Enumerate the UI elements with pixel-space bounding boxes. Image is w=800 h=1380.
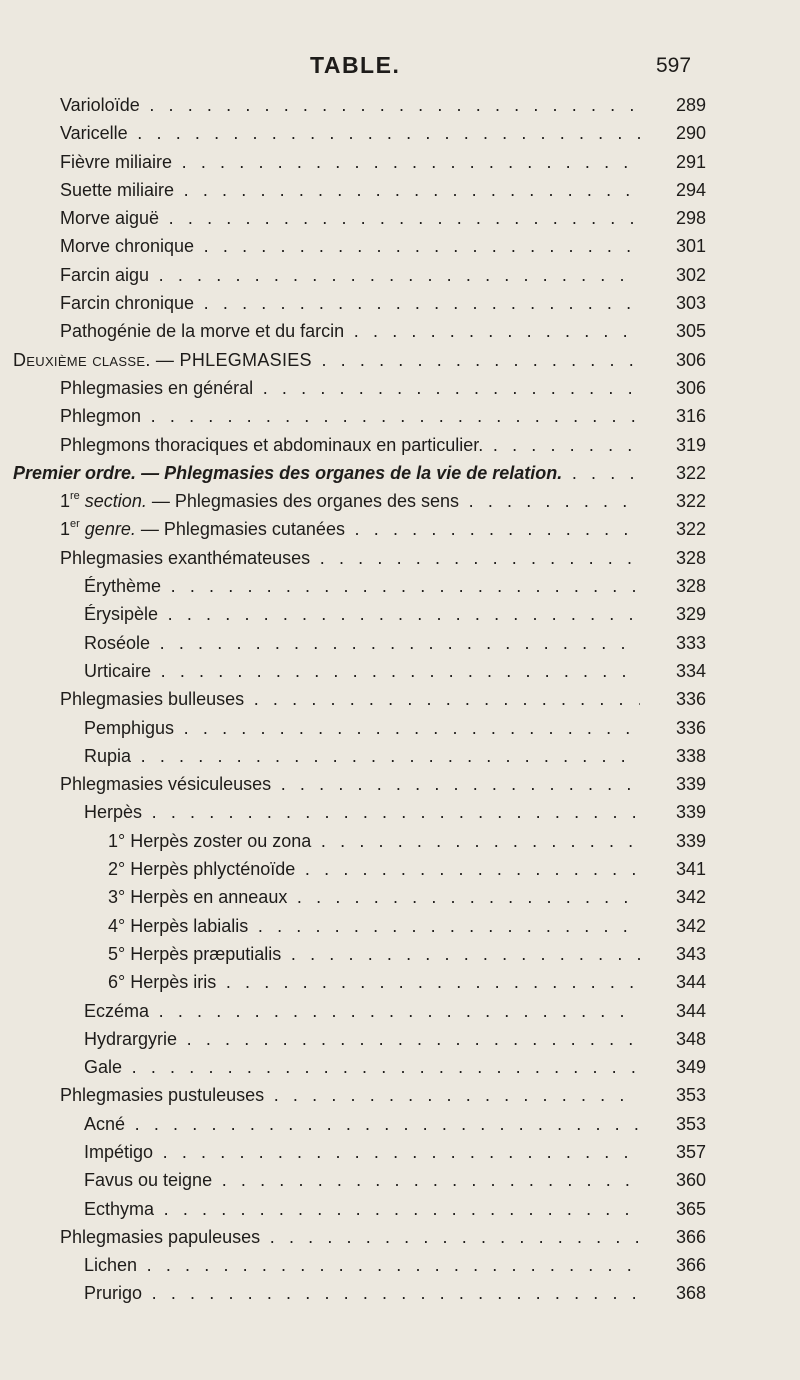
page-number: 597 [656, 54, 692, 77]
toc-entry-page: 302 [650, 261, 706, 289]
table-of-contents [0, 91, 800, 1308]
toc-entry [0, 714, 800, 742]
toc-entry-page: 344 [650, 997, 706, 1025]
toc-section-ordinal: re [70, 490, 80, 503]
toc-entry-label: Varioloïde . . . [0, 91, 640, 119]
toc-entry [0, 1081, 800, 1109]
toc-entry-page: 322 [650, 487, 706, 515]
toc-order-heading [0, 459, 800, 487]
toc-entry [0, 374, 800, 402]
toc-entry-page: 322 [650, 459, 706, 487]
toc-entry [0, 431, 800, 459]
toc-entry-label: Érysipèle . . . [0, 600, 640, 628]
toc-entry-label: Phlegmasies vésiculeuses . . . [0, 770, 640, 798]
toc-entry-label: Gale . . . [0, 1053, 640, 1081]
toc-entry-label: Roséole . . . [0, 629, 640, 657]
toc-entry-page: 349 [650, 1053, 706, 1081]
toc-section-heading [0, 487, 800, 515]
toc-entry-label: Phlegmon . . . [0, 402, 640, 430]
toc-entry [0, 148, 800, 176]
toc-entry-page: 342 [650, 912, 706, 940]
toc-entry-page: 329 [650, 600, 706, 628]
toc-genre-ordinal: er [70, 518, 80, 531]
toc-entry-label: — Phlegmasies des organes des sens [146, 491, 460, 512]
toc-entry [0, 1223, 800, 1251]
toc-entry-page: 341 [650, 855, 706, 883]
toc-entry-label: Érythème . . . [0, 572, 640, 600]
toc-entry-page: 336 [650, 685, 706, 713]
toc-entry [0, 317, 800, 345]
toc-entry-page: 301 [650, 232, 706, 260]
toc-entry-page: 338 [650, 742, 706, 770]
toc-entry [0, 204, 800, 232]
toc-entry [0, 402, 800, 430]
toc-entry-label: — Phlegmasies des organes de la vie de relation. [141, 462, 563, 483]
toc-entry-label: Herpès . . . [0, 798, 640, 826]
toc-entry-label: Acné . . . [0, 1110, 640, 1138]
toc-entry [0, 1025, 800, 1053]
toc-entry [0, 289, 800, 317]
toc-genre-heading [0, 515, 800, 543]
toc-entry-page: 334 [650, 657, 706, 685]
toc-section-number: 1 [60, 491, 71, 512]
toc-entry [0, 940, 800, 968]
toc-entry-page: 306 [650, 346, 706, 374]
toc-entry [0, 1053, 800, 1081]
toc-entry-label: Rupia . . . [0, 742, 640, 770]
toc-entry-page: 305 [650, 317, 706, 345]
toc-entry-label: Ecthyma . . . [0, 1195, 640, 1223]
toc-entry-label: Prurigo . . . [0, 1279, 640, 1307]
toc-entry-page: 339 [650, 770, 706, 798]
toc-entry-label: Hydrargyrie . . . [0, 1025, 640, 1053]
toc-entry [0, 1279, 800, 1307]
toc-entry [0, 997, 800, 1025]
toc-entry-page: 316 [650, 402, 706, 430]
toc-entry-page: 328 [650, 572, 706, 600]
page-header [0, 52, 800, 86]
toc-class-heading [0, 346, 800, 374]
toc-entry [0, 742, 800, 770]
toc-entry [0, 883, 800, 911]
toc-entry-label: Eczéma . . . [0, 997, 640, 1025]
toc-order-prefix: Premier ordre. [13, 462, 137, 483]
toc-entry-page: 360 [650, 1166, 706, 1194]
toc-entry [0, 827, 800, 855]
toc-entry [0, 91, 800, 119]
toc-entry-label: Suette miliaire . . . [0, 176, 640, 204]
toc-entry-label: Phlegmasies papuleuses . . . [0, 1223, 640, 1251]
toc-entry-page: 336 [650, 714, 706, 742]
toc-class-prefix: Deuxième classe. [13, 349, 151, 370]
toc-entry-page: 357 [650, 1138, 706, 1166]
toc-entry [0, 629, 800, 657]
toc-entry-label: Morve aiguë . . . [0, 204, 640, 232]
toc-entry-label: 3° Herpès en anneaux . . . [0, 883, 640, 911]
toc-entry-page: 306 [650, 374, 706, 402]
toc-entry-label: Pemphigus . . . [0, 714, 640, 742]
toc-entry-page: 348 [650, 1025, 706, 1053]
toc-entry-page: 368 [650, 1279, 706, 1307]
toc-entry [0, 968, 800, 996]
toc-genre-prefix: genre. [79, 519, 136, 540]
toc-entry-page: 298 [650, 204, 706, 232]
toc-entry [0, 600, 800, 628]
toc-entry-label: Varicelle . . . [0, 119, 640, 147]
toc-entry-page: 342 [650, 883, 706, 911]
toc-entry-page: 353 [650, 1110, 706, 1138]
toc-entry-page: 303 [650, 289, 706, 317]
toc-entry-label: — Phlegmasies cutanées [135, 519, 345, 540]
toc-entry-page: 339 [650, 827, 706, 855]
toc-entry-label: — PHLEGMASIES [150, 349, 312, 370]
toc-entry-label: Phlegmasies pustuleuses . . . [0, 1081, 640, 1109]
toc-entry [0, 232, 800, 260]
toc-entry-page: 339 [650, 798, 706, 826]
toc-entry-label: Favus ou teigne . . . [0, 1166, 640, 1194]
toc-entry-page: 366 [650, 1251, 706, 1279]
toc-section-prefix: section. [79, 491, 147, 512]
toc-entry-label: Phlegmasies bulleuses . . . [0, 685, 640, 713]
toc-entry-label: Fièvre miliaire . . . [0, 148, 640, 176]
toc-entry [0, 1138, 800, 1166]
toc-entry-label: Farcin aigu . . . [0, 261, 640, 289]
toc-entry [0, 657, 800, 685]
toc-entry [0, 119, 800, 147]
toc-entry-page: 366 [650, 1223, 706, 1251]
toc-entry-label: 6° Herpès iris . . . [0, 968, 640, 996]
toc-entry-label: Urticaire . . . [0, 657, 640, 685]
toc-entry [0, 572, 800, 600]
toc-entry-page: 344 [650, 968, 706, 996]
toc-entry-page: 294 [650, 176, 706, 204]
toc-entry-label: Phlegmons thoraciques et abdominaux en particulier. . . . [0, 431, 640, 459]
toc-entry [0, 770, 800, 798]
toc-entry-page: 289 [650, 91, 706, 119]
toc-entry [0, 1166, 800, 1194]
toc-entry-label: Phlegmasies exanthémateuses . . . [0, 544, 640, 572]
toc-entry-label: Impétigo . . . [0, 1138, 640, 1166]
toc-entry-label: Pathogénie de la morve et du farcin . . . [0, 317, 640, 345]
toc-entry [0, 855, 800, 883]
toc-genre-number: 1 [60, 519, 71, 540]
toc-entry-page: 353 [650, 1081, 706, 1109]
toc-entry-page: 322 [650, 515, 706, 543]
toc-entry [0, 1251, 800, 1279]
toc-entry [0, 798, 800, 826]
toc-entry-page: 328 [650, 544, 706, 572]
toc-entry-page: 291 [650, 148, 706, 176]
toc-entry-page: 290 [650, 119, 706, 147]
toc-entry [0, 544, 800, 572]
toc-entry-page: 333 [650, 629, 706, 657]
toc-entry-label: Lichen . . . [0, 1251, 640, 1279]
toc-entry [0, 912, 800, 940]
toc-entry-label: 1° Herpès zoster ou zona . . . [0, 827, 640, 855]
toc-entry-label: Phlegmasies en général . . . [0, 374, 640, 402]
toc-entry-label: Farcin chronique . . . [0, 289, 640, 317]
toc-entry-label: 2° Herpès phlycténoïde . . . [0, 855, 640, 883]
toc-entry-page: 365 [650, 1195, 706, 1223]
toc-entry-label: 4° Herpès labialis . . . [0, 912, 640, 940]
toc-entry [0, 1195, 800, 1223]
toc-entry-label: 5° Herpès præputialis . . . [0, 940, 640, 968]
toc-entry [0, 1110, 800, 1138]
toc-entry [0, 176, 800, 204]
toc-entry-page: 319 [650, 431, 706, 459]
page-title: TABLE. [310, 52, 401, 78]
toc-entry-label: Morve chronique . . . [0, 232, 640, 260]
toc-entry-page: 343 [650, 940, 706, 968]
toc-entry [0, 261, 800, 289]
toc-entry [0, 685, 800, 713]
